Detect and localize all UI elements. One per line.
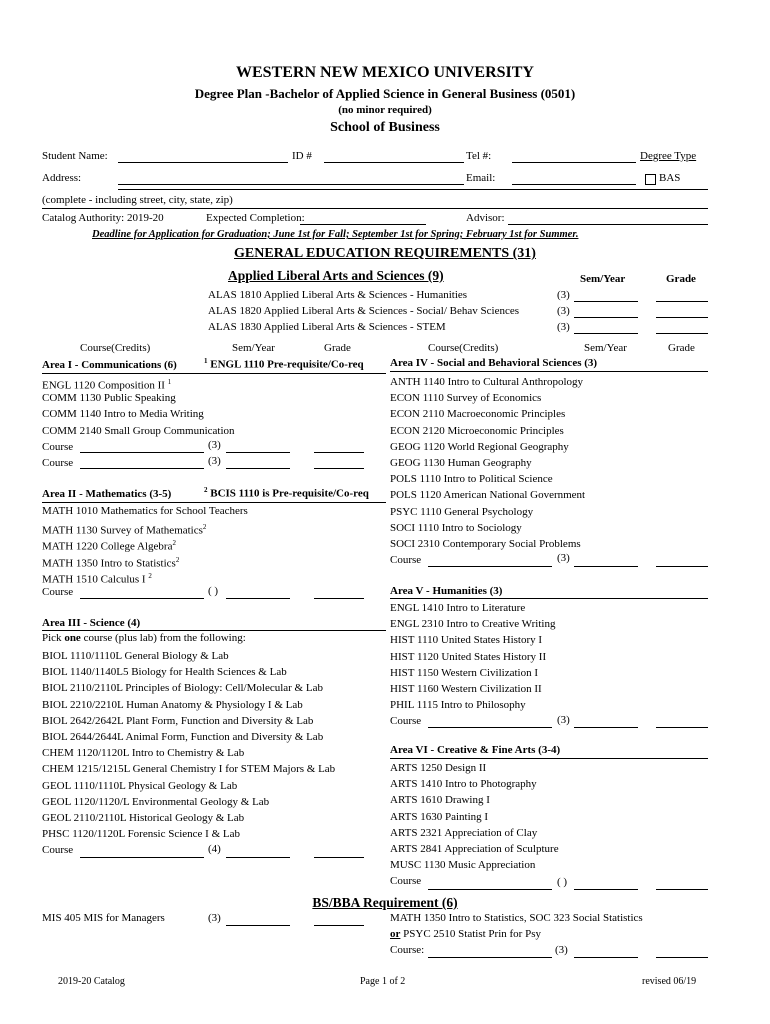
alas-grade-field[interactable] [656, 333, 708, 334]
id-label: ID # [292, 150, 312, 162]
area3-course-list [42, 648, 335, 858]
area1-credits: (3) [208, 439, 221, 451]
list-item: PSYC 1110 General Psychology [390, 505, 534, 518]
list-item: GEOG 1130 Human Geography [390, 456, 532, 469]
area6-sem-field[interactable] [574, 889, 638, 890]
email-label: Email: [466, 172, 496, 184]
area1-sem-field[interactable] [226, 468, 290, 469]
area5-sem-field[interactable] [574, 727, 638, 728]
list-item: ARTS 2321 Appreciation of Clay [390, 826, 538, 839]
list-item: ARTS 1410 Intro to Photography [390, 778, 537, 791]
list-item: ECON 1110 Survey of Economics [390, 392, 542, 405]
list-item: ARTS 1630 Painting I [390, 810, 489, 823]
list-item: Course [42, 585, 74, 598]
area4-course-list [390, 374, 585, 568]
area1-course-field[interactable] [80, 452, 204, 453]
expected-completion-label: Expected Completion: [206, 212, 305, 224]
list-item: MATH 1510 Calculus I $^2$ [42, 571, 152, 586]
gen-ed-title: GENERAL EDUCATION REQUIREMENTS (31) [234, 246, 536, 261]
list-item: PHSC 1120/1120L Forensic Science I & Lab [42, 828, 240, 841]
school-title: School of Business [330, 120, 440, 135]
list-item: ECON 2110 Macroeconomic Principles [390, 408, 566, 421]
right-grade-header: Grade [668, 342, 695, 354]
list-item: BIOL 2642/2642L Plant Form, Function and Diversity & Lab [42, 714, 314, 727]
degree-plan-title: Degree Plan -Bachelor of Applied Science in General Business (0501) [194, 86, 576, 101]
bsbba-credits: (3) [555, 944, 568, 956]
area1-sem-field[interactable] [226, 452, 290, 453]
area1-course-list [42, 374, 235, 471]
list-item: COMM 1130 Public Speaking [42, 392, 176, 405]
area4-course-field[interactable] [428, 566, 552, 567]
list-item: MATH 1350 Intro to Statistics$^2$ [42, 555, 180, 570]
alas-grade-header: Grade [666, 273, 696, 285]
area2-credits: ( ) [208, 585, 219, 597]
address-line-2[interactable] [118, 189, 708, 190]
bsbba-title: BS/BBA Requirement (6) [312, 895, 458, 910]
tel-label: Tel #: [466, 150, 492, 162]
list-item: BIOL 2644/2644L Animal Form, Function and Diversity & Lab [42, 730, 324, 743]
list-item: Course [42, 456, 74, 469]
area6-course-field[interactable] [428, 889, 552, 890]
footer-revised: revised 06/19 [642, 976, 697, 987]
address-complete-note: (complete - including street, city, state, zip) [42, 194, 233, 206]
alas-course: ALAS 1830 Applied Liberal Arts & Sciences - STEM [208, 321, 446, 333]
list-item: PHIL 1115 Intro to Philosophy [390, 699, 526, 712]
area3-course-field[interactable] [80, 857, 204, 858]
alas-title: Applied Liberal Arts and Sciences (9) [228, 268, 444, 283]
list-item: BIOL 1140/1140L5 Biology for Health Sciences & Lab [42, 666, 287, 679]
right-sem-header: Sem/Year [584, 342, 627, 354]
bsbba-grade-field[interactable] [656, 957, 708, 958]
list-item: MATH 1010 Mathematics for School Teachers [42, 505, 248, 517]
address-label: Address: [42, 172, 82, 184]
alas-credits: (3) [557, 321, 570, 333]
area4-divider [390, 371, 708, 372]
area2-course-field[interactable] [80, 598, 204, 599]
area5-course-list [390, 600, 555, 730]
list-item: Course [42, 844, 74, 857]
list-item: HIST 1110 United States History I [390, 634, 543, 647]
list-item: ENGL 1120 Composition II $^1$ [42, 378, 172, 392]
list-item: MATH 1220 College Algebra$^2$ [42, 539, 176, 554]
list-item: ARTS 2841 Appreciation of Sculpture [390, 842, 559, 855]
tel-field[interactable] [512, 162, 636, 163]
expected-completion-field[interactable] [300, 224, 426, 225]
list-item: BIOL 2110/2110L Principles of Biology: Cell/Molecular & Lab [42, 682, 323, 695]
list-item: BIOL 2210/2210L Human Anatomy & Physiology I & Lab [42, 698, 303, 711]
area1-grade-field[interactable] [314, 468, 364, 469]
list-item: GEOL 2110/2110L Historical Geology & Lab [42, 811, 245, 824]
bsbba-sem-field[interactable] [574, 957, 638, 958]
list-item: GEOL 1120/1120/L Environmental Geology & Lab [42, 795, 270, 808]
graduation-deadline: Deadline for Application for Graduation; June 1st for Fall; September 1st for Spring; February 1st for Summer. [92, 229, 579, 240]
area5-credits: (3) [557, 714, 570, 726]
area4-grade-field[interactable] [656, 566, 708, 567]
area4-title: Area IV - Social and Behavioral Sciences (3) [390, 357, 598, 369]
list-item: ARTS 1250 Design II [390, 762, 487, 774]
area3-title: Area III - Science (4) [42, 617, 141, 629]
mis-sem-field[interactable] [226, 925, 290, 926]
bsbba-course-label: Course: [390, 944, 425, 956]
address-field[interactable] [118, 184, 464, 185]
email-field[interactable] [512, 184, 636, 185]
area2-note: $^2$ BCIS 1110 is Pre-requisite/Co-req [204, 486, 369, 500]
bas-checkbox[interactable] [645, 174, 656, 185]
list-item: MUSC 1130 Music Appreciation [390, 859, 536, 872]
area5-title: Area V - Humanities (3) [390, 585, 503, 597]
list-item: COMM 1140 Intro to Media Writing [42, 408, 204, 421]
left-course-header: Course(Credits) [80, 342, 151, 354]
mis-grade-field[interactable] [314, 925, 364, 926]
area5-divider [390, 598, 708, 599]
list-item: HIST 1160 Western Civilization II [390, 682, 542, 695]
catalog-authority: Catalog Authority: 2019-20 [42, 212, 164, 224]
list-item: SOCI 1110 Intro to Sociology [390, 521, 522, 534]
list-item: ENGL 1410 Intro to Literature [390, 602, 526, 614]
list-item: GEOL 1110/1110L Physical Geology & Lab [42, 779, 238, 792]
list-item: Course [42, 440, 74, 453]
alas-sem-field[interactable] [574, 333, 638, 334]
alas-sem-field[interactable] [574, 301, 638, 302]
area3-instruction: Pick one course (plus lab) from the following: [42, 632, 246, 644]
list-item: GEOG 1120 World Regional Geography [390, 440, 569, 453]
left-sem-header: Sem/Year [232, 342, 275, 354]
footer-page: Page 1 of 2 [360, 976, 406, 987]
list-item: Course [390, 715, 422, 728]
university-title: WESTERN NEW MEXICO UNIVERSITY [236, 64, 534, 81]
list-item: HIST 1120 United States History II [390, 650, 547, 663]
bsbba-course-field[interactable] [428, 957, 552, 958]
bas-label: BAS [659, 172, 681, 184]
area3-sem-field[interactable] [226, 857, 290, 858]
list-item: ENGL 2310 Intro to Creative Writing [390, 618, 556, 631]
no-minor-note: (no minor required) [338, 104, 432, 116]
list-item: Course [390, 554, 422, 567]
advisor-field[interactable] [508, 224, 708, 225]
address-line-3[interactable] [42, 208, 708, 209]
area6-divider [390, 758, 708, 759]
alas-grade-field[interactable] [656, 317, 708, 318]
area1-title: Area I - Communications (6) [42, 359, 177, 371]
list-item: ARTS 1610 Drawing I [390, 794, 490, 807]
left-grade-header: Grade [324, 342, 351, 354]
bsbba-psyc-line: or PSYC 2510 Statist Prin for Psy [390, 928, 541, 940]
footer-catalog: 2019-20 Catalog [58, 976, 125, 987]
area3-credits: (4) [208, 843, 221, 855]
list-item: BIOL 1110/1110L General Biology & Lab [42, 650, 229, 662]
bsbba-math-line: MATH 1350 Intro to Statistics, SOC 323 Social Statistics [390, 912, 643, 924]
alas-course: ALAS 1820 Applied Liberal Arts & Sciences - Social/ Behav Sciences [208, 305, 519, 317]
area1-grade-field[interactable] [314, 452, 364, 453]
alas-sem-year-header: Sem/Year [580, 273, 626, 285]
mis-credits: (3) [208, 912, 221, 924]
area1-note: $^1$ ENGL 1110 Pre-requisite/Co-req [204, 357, 364, 371]
list-item: CHEM 1215/1215L General Chemistry I for STEM Majors & Lab [42, 763, 336, 776]
advisor-label: Advisor: [466, 212, 505, 224]
area3-grade-field[interactable] [314, 857, 364, 858]
alas-course: ALAS 1810 Applied Liberal Arts & Sciences - Humanities [208, 289, 468, 301]
list-item: ANTH 1140 Intro to Cultural Anthropology [390, 376, 583, 388]
degree-type-label: Degree Type [640, 150, 697, 162]
area2-sem-field[interactable] [226, 598, 290, 599]
list-item: POLS 1110 Intro to Political Science [390, 473, 553, 486]
alas-credits: (3) [557, 289, 570, 301]
area2-grade-field[interactable] [314, 598, 364, 599]
list-item: Course [390, 875, 422, 888]
area6-credits: ( ) [557, 876, 568, 888]
area6-grade-field[interactable] [656, 889, 708, 890]
list-item: MATH 1130 Survey of Mathematics$^2$ [42, 523, 207, 537]
right-course-header: Course(Credits) [428, 342, 499, 354]
mis-course: MIS 405 MIS for Managers [42, 912, 165, 924]
list-item: POLS 1120 American National Government [390, 489, 586, 502]
area6-course-list [390, 760, 559, 890]
area5-grade-field[interactable] [656, 727, 708, 728]
area5-course-field[interactable] [428, 727, 552, 728]
id-field[interactable] [324, 162, 464, 163]
list-item: SOCI 2310 Contemporary Social Problems [390, 537, 581, 550]
student-name-field[interactable] [118, 162, 288, 163]
area4-sem-field[interactable] [574, 566, 638, 567]
list-item: ECON 2120 Microeconomic Principles [390, 424, 564, 437]
area6-title: Area VI - Creative & Fine Arts (3-4) [390, 744, 561, 756]
area1-credits: (3) [208, 455, 221, 467]
list-item: HIST 1150 Western Civilization I [390, 666, 539, 679]
area1-course-field[interactable] [80, 468, 204, 469]
list-item: CHEM 1120/1120L Intro to Chemistry & Lab [42, 747, 245, 760]
area2-title: Area II - Mathematics (3-5) [42, 488, 172, 500]
alas-credits: (3) [557, 305, 570, 317]
alas-sem-field[interactable] [574, 317, 638, 318]
student-name-label: Student Name: [42, 150, 108, 162]
area4-credits: (3) [557, 552, 570, 564]
area3-divider [42, 630, 386, 631]
alas-grade-field[interactable] [656, 301, 708, 302]
list-item: COMM 2140 Small Group Communication [42, 424, 235, 437]
